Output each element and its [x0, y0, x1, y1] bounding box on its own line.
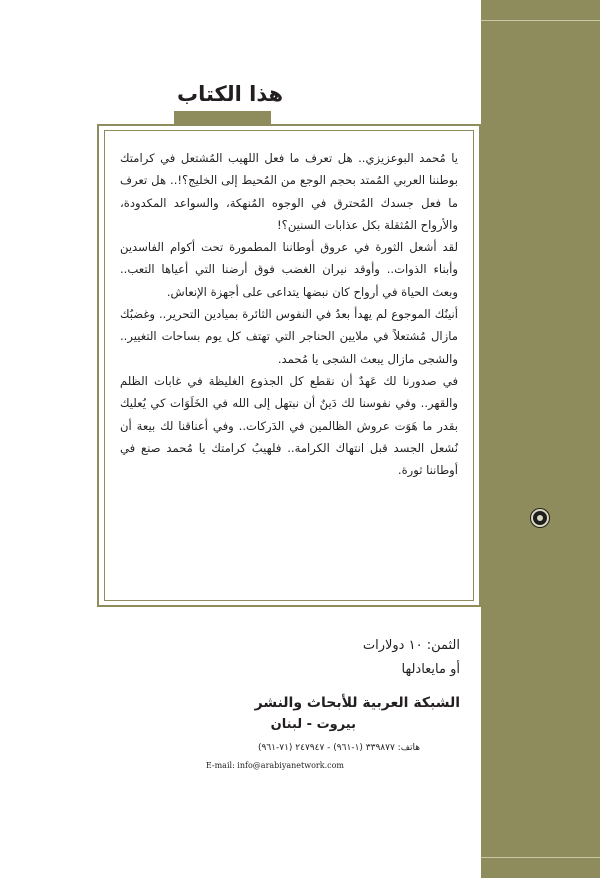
price-equivalent: أو مايعادلها — [401, 662, 460, 677]
circle-ornament-icon — [533, 511, 547, 525]
book-spine — [481, 0, 600, 878]
publisher-email: E-mail: info@arabiyanetwork.com — [205, 761, 344, 770]
publisher-city: بيروت - لبنان — [270, 717, 356, 732]
publisher-name: الشبكة العربية للأبحاث والنشر — [254, 695, 460, 711]
paragraph: يا مُحمد البوعزيزي.. هل تعرف ما فعل اللهيب المُشتعل في كرامتك بوطننا العربي المُمتد بحجم الوجع من المُحيط إلى الخليج؟!.. هل تعرف ما فعل جسدك المُحترق في الوجوه المُنهكة، والسواعد المكدودة، والأرواح المُثقلة بكل عذابات السنين؟! — [120, 151, 458, 232]
spine-rule-bottom — [481, 857, 600, 858]
paragraph: في صدورنا لك عَهدٌ أن نقطع كل الجذوع الغليظة في غابات الظلم والقهر.. وفي نفوسنا لك دَينٌ أن نبتهل إلى الله في الخَلَوَات كي يُعليك بقدر ما هَوَت عروش الظالمين في الدَركات.. وفي أعناقنا لك بيعة أن نُشعل الجسد قبل انتهاك الكرامة.. فلهيبُ كرامتك يا مُحمد صنع في أوطاننا ثورة. — [120, 373, 458, 478]
book-description — [120, 147, 458, 481]
spine-rule-top — [481, 20, 600, 21]
publisher-block — [120, 692, 460, 772]
paragraph: أنينُك الموجوع لم يهدأ بعدُ في النفوس الثائرة بميادين التحرير.. وغضبُك مازال مُشتعلاً في ملايين الحناجر التي تهتف كل يوم بساحات التغيير.. والشجى مازال يبعث الشجى يا مُحمد. — [120, 307, 458, 366]
page-title: هذا الكتاب — [176, 82, 284, 106]
publisher-phone: هاتف: ٣٣٩٨٧٧ (١-٩٦١) - ٢٤٧٩٤٧ (٧١-٩٦١) — [257, 743, 420, 753]
price-block — [160, 634, 460, 682]
paragraph: لقد أشعل الثورة في عروق أوطاننا المطمورة تحت أكوام الفاسدين وأبناء الذوات.. وأوقد نيران الغضب فوق أرضنا التي أعياها التعب.. وبعث الحياة في أرواح كان نبضها يتداعى على أجهزة الإنعاش. — [120, 240, 458, 299]
price-label: الثمن: ١٠ دولارات — [362, 638, 460, 653]
title-underline-bar — [174, 111, 271, 124]
